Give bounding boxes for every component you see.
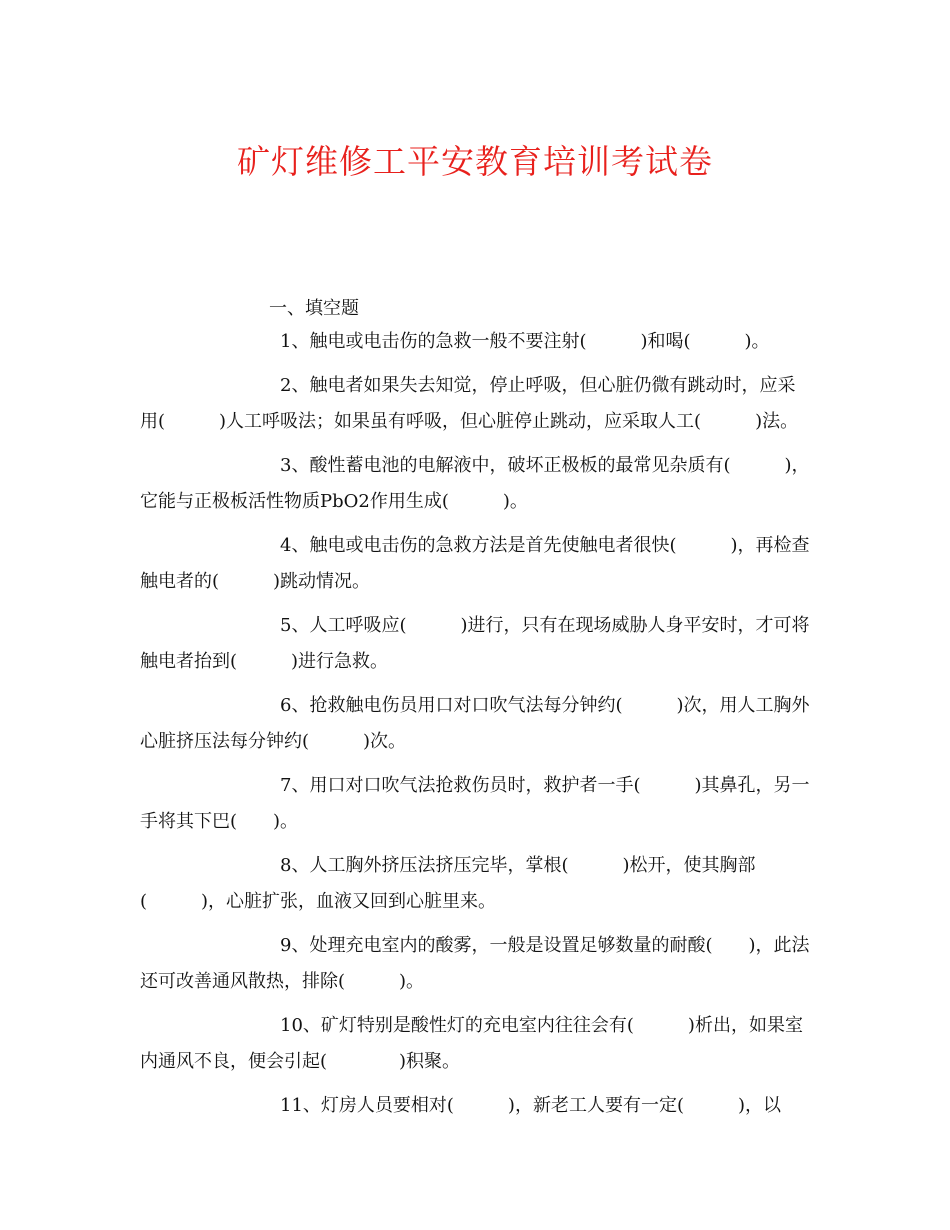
question-list <box>140 324 812 1132</box>
question-10: 10、矿灯特别是酸性灯的充电室内往往会有( )析出，如果室内通风不良，便会引起( )积聚。 <box>140 1015 803 1072</box>
question-1: 1、触电或电击伤的急救一般不要注射( )和喝( )。 <box>280 331 770 352</box>
question-4: 4、触电或电击伤的急救方法是首先使触电者很快( )，再检查触电者的( )跳动情况。 <box>140 535 810 592</box>
question-2: 2、触电者如果失去知觉，停止呼吸，但心脏仍微有跳动时，应采用( )人工呼吸法；如果虽有呼吸，但心脏停止跳动，应采取人工( )法。 <box>140 375 799 432</box>
section-heading: 一、填空题 <box>269 298 359 319</box>
question-8: 8、人工胸外挤压法挤压完毕，掌根( )松开，使其胸部( )，心脏扩张，血液又回到心脏里来。 <box>140 855 756 912</box>
question-11: 11、灯房人员要相对( )，新老工人要有一定( )，以 <box>280 1095 781 1116</box>
question-5: 5、人工呼吸应( )进行，只有在现场威胁人身平安时，才可将触电者抬到( )进行急救。 <box>140 615 810 672</box>
document-title: 矿灯维修工平安教育培训考试卷 <box>237 142 713 181</box>
question-6: 6、抢救触电伤员用口对口吹气法每分钟约( )次，用人工胸外心脏挤压法每分钟约( )次。 <box>140 695 810 752</box>
question-9: 9、处理充电室内的酸雾，一般是设置足够数量的耐酸( )，此法还可改善通风散热，排除( )。 <box>140 935 810 992</box>
question-7: 7、用口对口吹气法抢救伤员时，救护者一手( )其鼻孔，另一手将其下巴( )。 <box>140 775 810 832</box>
question-3: 3、酸性蓄电池的电解液中，破坏正极板的最常见杂质有( )，它能与正极板活性物质PbO2作用生成( )。 <box>140 455 810 512</box>
